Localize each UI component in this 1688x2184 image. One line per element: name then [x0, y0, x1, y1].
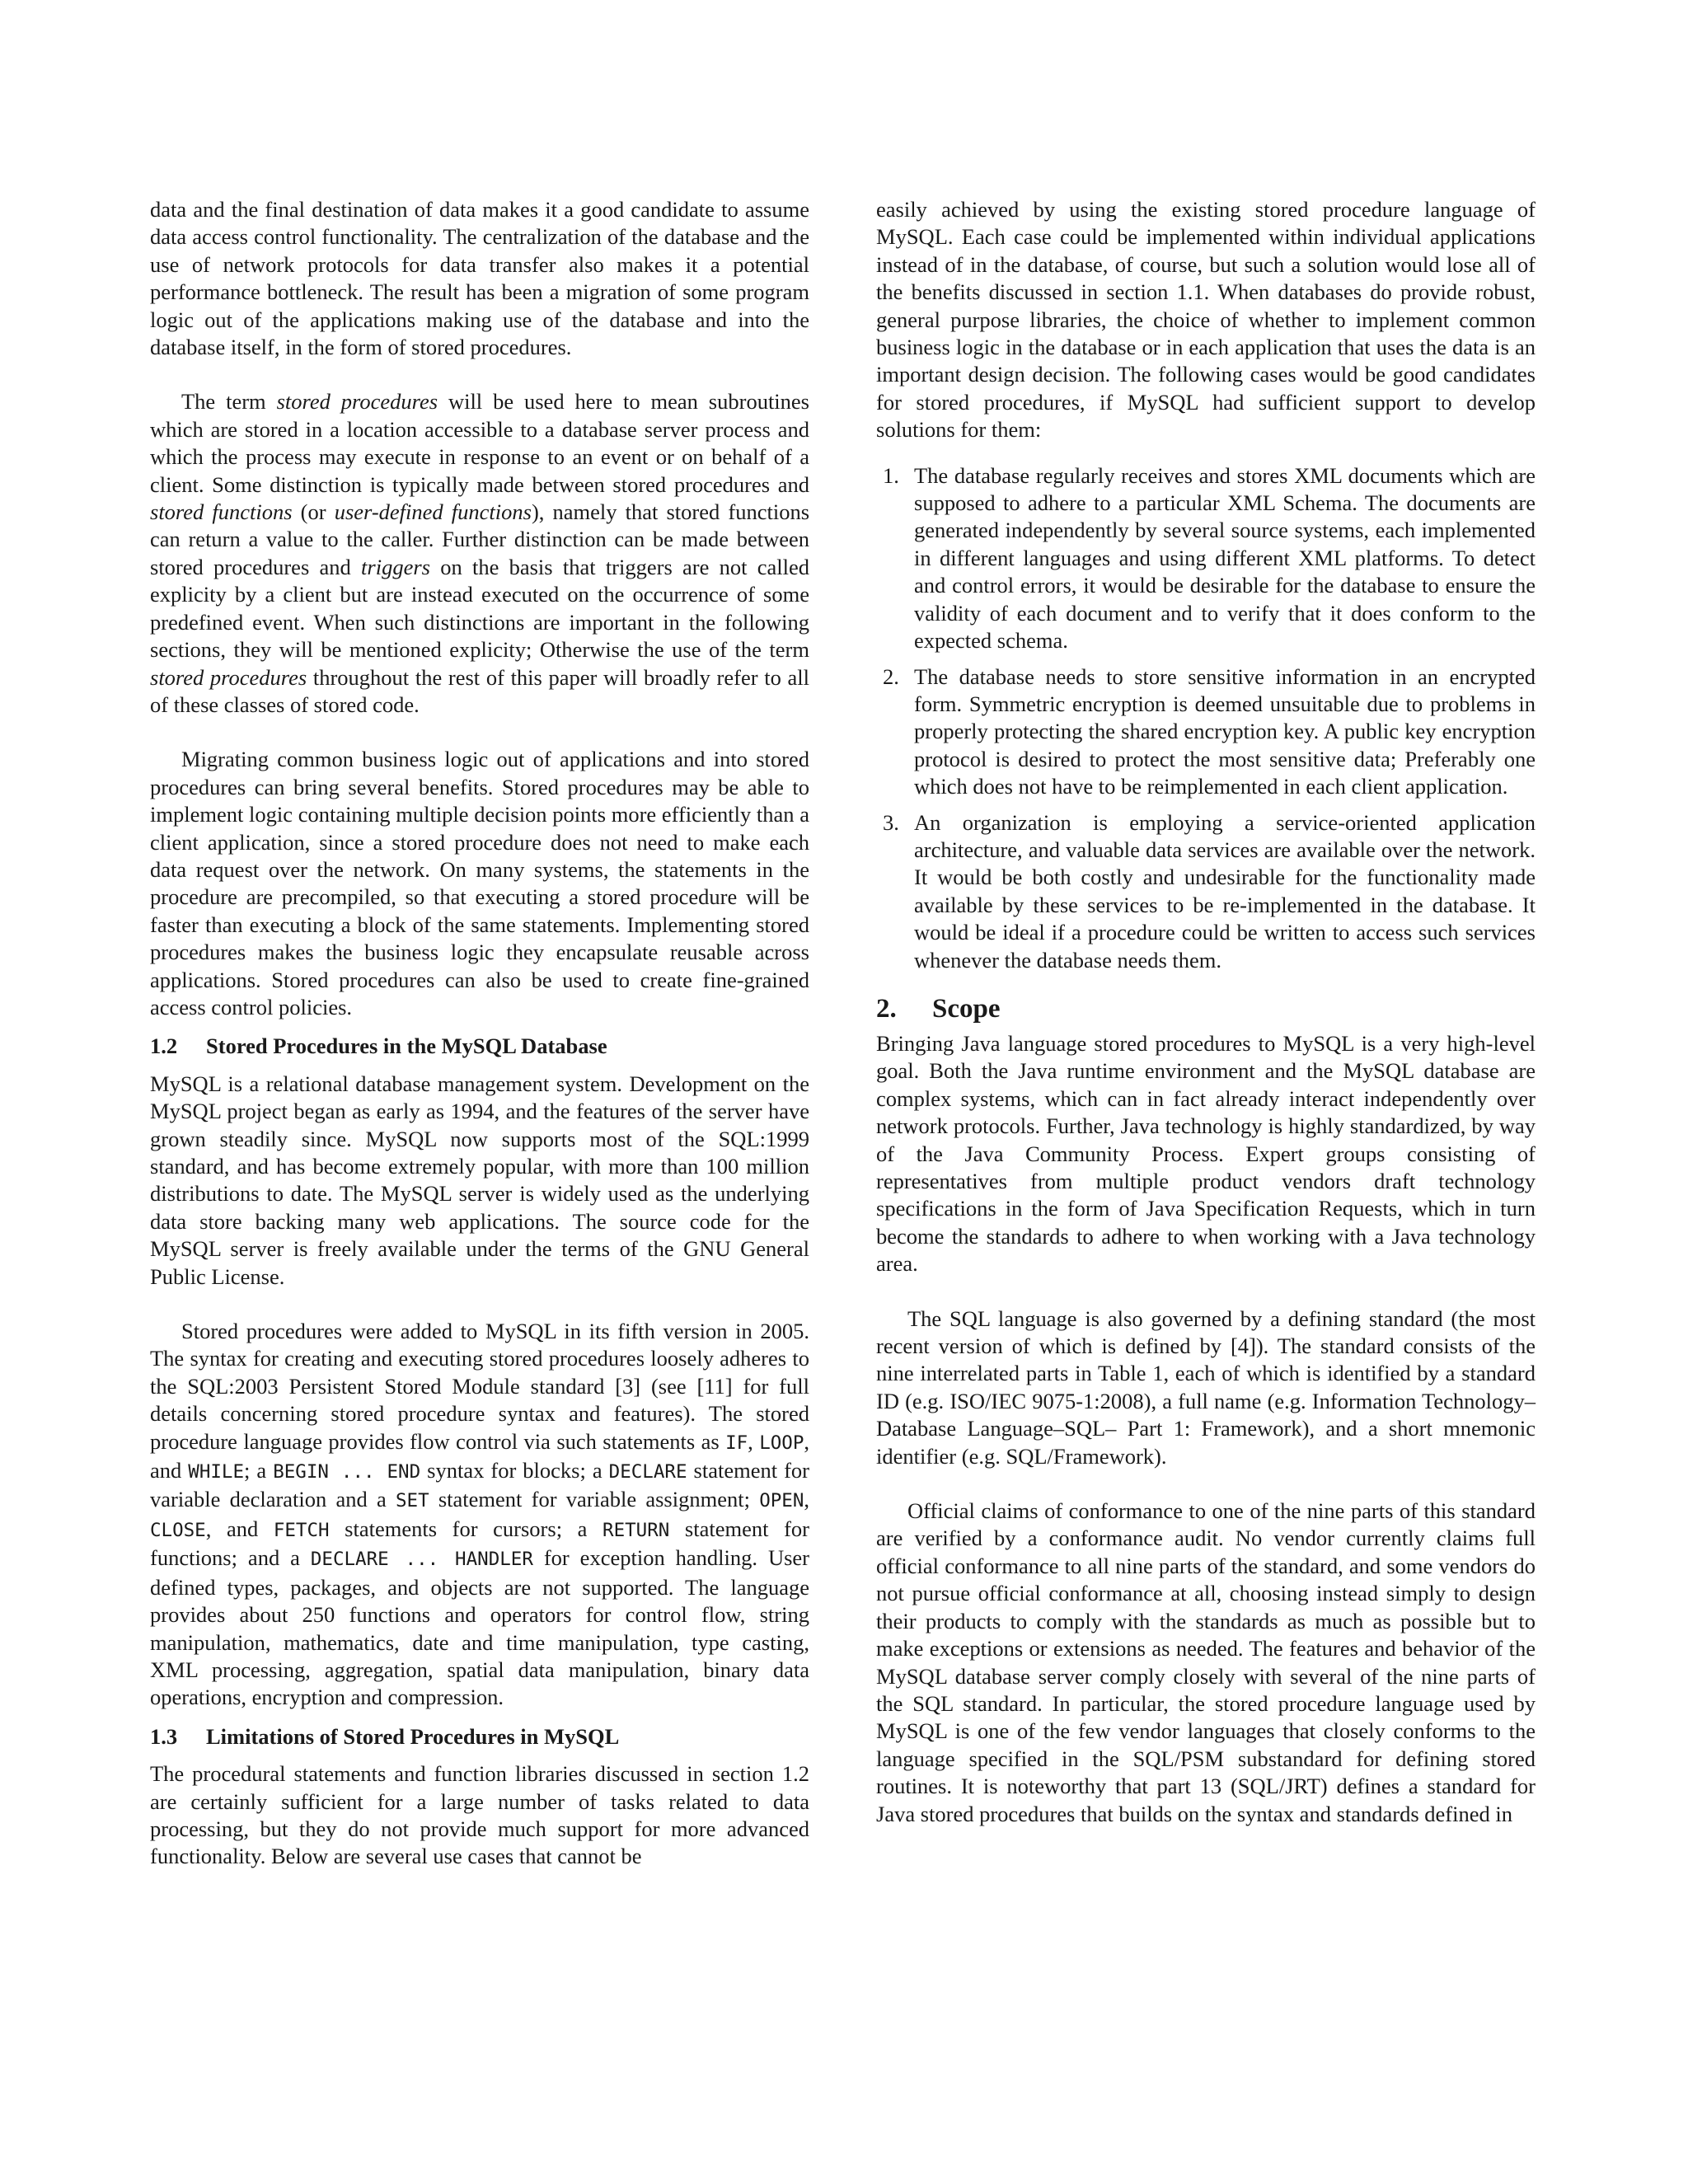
paragraph: The SQL language is also governed by a defining standard (the most recent version of which is defined by [4]). The standard consists of the nine interrelated parts in Table 1, each of which is identified by a standard ID (e.g. ISO/IEC 9075-1:2008), a full name (e.g. Information Technology–Database Language–SQL– Part 1: Framework), and a short mnemonic identifier (e.g. SQL/Framework). — [876, 1305, 1536, 1469]
paragraph: MySQL is a relational database management system. Development on the MySQL project began as early as 1994, and the features of the server have grown steadily since. MySQL now supports most of the SQL:1999 standard, and has become extremely popular, with more than 100 million distributions to date. The MySQL server is widely used as the underlying data store backing many web applications. The source code for the MySQL server is freely available under the terms of the GNU General Public License. — [150, 1071, 809, 1289]
paragraph-stored-procedure-syntax: Stored procedures were added to MySQL in its fifth version in 2005. The syntax for creating and executing stored procedures loosely adheres to the SQL:2003 Persistent Stored Module standard [3] (see [11] for full details concerning stored procedure syntax and features). The stored procedure language provides flow control via such statements as IF, LOOP, and WHILE; a BEGIN ... END syntax for blocks; a DECLARE statement for variable declaration and a SET statement for variable assignment; OPEN, CLOSE, and FETCH statements for cursors; a RETURN statement for functions; and a DECLARE ... HANDLER for exception handling. User defined types, packages, and objects are not supported. The language provides about 250 functions and operators for control flow, string manipulation, mathematics, date and time manipulation, type casting, XML processing, aggregation, spatial data manipulation, binary data operations, encryption and compression. — [150, 1319, 810, 1710]
paragraph: Official claims of conformance to one of the nine parts of this standard are verified by a conformance audit. No vendor currently claims full official conformance to all nine parts of the standard, and some vendors do not pursue official conformance at all, choosing instead simply to design their products to comply with the standards as much as possible but to make exceptions or extensions as needed. The features and behavior of the MySQL database server comply closely with several of the nine parts of the SQL standard. In particular, the stored procedure language used by MySQL is one of the few vendor languages that closely conforms to the language specified in the SQL/PSM substandard for defining stored routines. It is noteworthy that part 13 (SQL/JRT) defines a standard for Java stored procedures that builds on the syntax and standards defined in — [876, 1498, 1536, 1826]
right-column — [876, 196, 1536, 1828]
left-column — [150, 196, 809, 1871]
paragraph-stored-procedures-definition: The term stored procedures will be used here to mean subroutines which are stored in a location accessible to a database server process and which the process may execute in response to an event or on behalf of a client. Some distinction is typically made between stored procedures and stored functions (or user-defined functions), namely that stored functions can return a value to the caller. Further distinction can be made between stored procedures and triggers on the basis that triggers are not called explicity by a client but are instead executed on the occurrence of some predefined event. When such distinctions are important in the following sections, they will be mentioned explicity; Otherwise the use of the term stored procedures throughout the rest of this paper will broadly refer to all of these classes of stored code. — [150, 389, 810, 717]
paragraph: The procedural statements and function libraries discussed in section 1.2 are certainly sufficient for a large number of tasks related to data processing, but they do not provide much support for more advanced functionality. Below are several use cases that cannot be — [150, 1761, 809, 1869]
use-case-list — [876, 462, 1536, 974]
paragraph: Bringing Java language stored procedures to MySQL is a very high-level goal. Both the Java runtime environment and the MySQL database are complex systems, which can in fact already interact independently over network protocols. Further, Java technology is highly standardized, by way of the Java Community Process. Expert groups consisting of representatives from multiple product vendors draft technology specifications in the form of Java Specification Requests, which in turn become the standards to adhere to when working with a Java technology area. — [876, 1030, 1536, 1277]
list-item: 2. The database needs to store sensitive information in an encrypted form. Symmetric encryption is deemed unsuitable due to problems in properly protecting the shared encryption key. A public key encryption protocol is desired to protect the most sensitive data; Preferably one which does not have to be reimplemented in each client application. — [883, 663, 1536, 799]
paragraph: data and the final destination of data makes it a good candidate to assume data access control functionality. The centralization of the database and the use of network protocols for data transfer also makes it a potential performance bottleneck. The result has been a migration of some program logic out of the applications making use of the database and into the database itself, in the form of stored procedures. — [150, 197, 809, 360]
list-item: 3. An organization is employing a service-oriented application architecture, and valuable data services are available over the network. It would be both costly and undesirable for the functionality made available by these services to be re-implemented in the database. It would be ideal if a procedure could be written to access such services whenever the database needs them. — [883, 809, 1536, 972]
section-heading-1-3: 1.3 Limitations of Stored Procedures in MySQL — [150, 1723, 620, 1749]
paragraph: Migrating common business logic out of applications and into stored procedures can bring several benefits. Stored procedures may be able to implement logic containing multiple decision points more efficiently than a client application, since a stored procedure does not need to make each data request over the network. On many systems, the statements in the procedure are precompiled, so that executing a stored procedure will be faster than executing a block of the same statements. Implementing stored procedures makes the business logic they encapsulate reusable across applications. Stored procedures can also be used to create fine-grained access control policies. — [150, 747, 809, 1019]
paragraph: easily achieved by using the existing stored procedure language of MySQL. Each case could be implemented within individual applications instead of in the database, of course, but such a solution would lose all of the benefits discussed in section 1.1. When databases do provide robust, general purpose libraries, the choice of whether to implement common business logic in the database or in each application that uses the data is an important design decision. The following cases would be good candidates for stored procedures, if MySQL had sufficient support to develop solutions for them: — [876, 197, 1536, 443]
list-item: 1. The database regularly receives and stores XML documents which are supposed to adhere to a particular XML Schema. The documents are generated independently by several source systems, each implemented in different languages and using different XML platforms. To detect and control errors, it would be desirable for the database to ensure the validity of each document and to verify that it does conform to the expected schema. — [883, 462, 1536, 654]
section-heading-1-2: 1.2 Stored Procedures in the MySQL Database — [150, 1033, 607, 1059]
section-heading-2: 2. Scope — [876, 993, 1001, 1024]
